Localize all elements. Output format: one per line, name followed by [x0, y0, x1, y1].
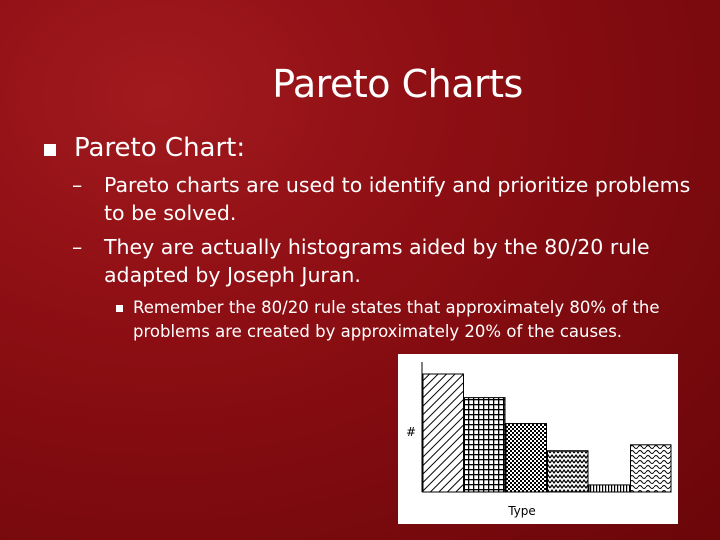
sub-sub-bullet [116, 296, 676, 344]
small-square-bullet-icon [116, 305, 123, 312]
sub-bullet-1-text: Pareto charts are used to identify and prioritize problems to be solved. [104, 173, 691, 225]
bar-2 [465, 398, 506, 492]
sub-bullet-2-text: They are actually histograms aided by the 80/20 rule adapted by Joseph Juran. [104, 235, 650, 287]
bar-5 [589, 485, 630, 492]
slide-title: Pareto Charts [272, 62, 523, 106]
pareto-chart [398, 354, 678, 524]
x-axis-label: Type [508, 504, 536, 518]
dash-bullet-icon: – [72, 173, 83, 197]
bar-4 [548, 451, 589, 492]
bar-group [423, 374, 671, 492]
y-axis-label: # [406, 425, 417, 439]
dash-bullet-icon: – [72, 235, 83, 259]
sub-bullet-2 [72, 233, 702, 289]
sub-sub-bullet-text: Remember the 80/20 rule states that approximately 80% of the problems are created by approximately 20% of the causes. [133, 298, 660, 341]
main-bullet [44, 133, 245, 163]
bar-6 [631, 445, 672, 492]
sub-bullet-1 [72, 171, 702, 227]
square-bullet-icon [44, 144, 56, 156]
pareto-chart-svg [398, 354, 678, 524]
main-bullet-text: Pareto Chart: [74, 133, 246, 163]
bar-1 [423, 374, 464, 492]
bar-3 [506, 424, 547, 492]
